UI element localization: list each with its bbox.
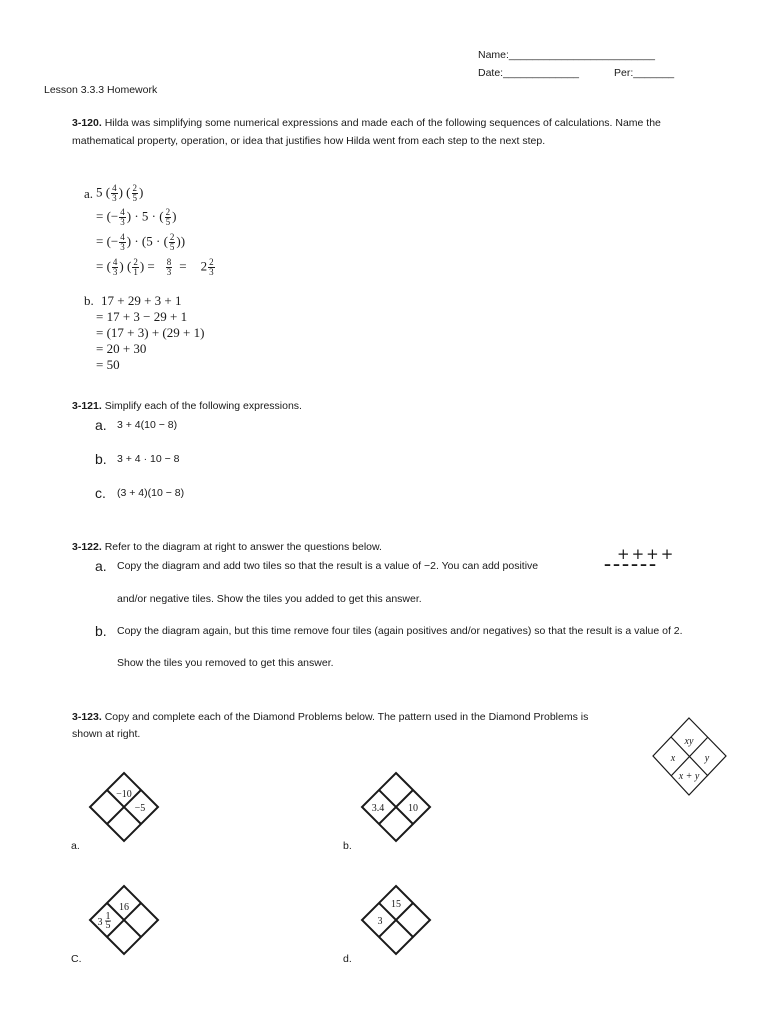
diamond-top-value: −10	[116, 789, 132, 800]
fraction-numerator: 2	[132, 183, 138, 193]
step-line: = (17 + 3) + (29 + 1)	[96, 325, 205, 340]
fraction-numerator: 2	[209, 257, 214, 267]
period-field-line: Per:_______	[614, 67, 675, 79]
part-b-label: b.	[84, 293, 94, 308]
diamond-d-label: d.	[343, 953, 352, 965]
problem-text: Copy and complete each of the Diamond Problems below. The pattern used in the Diamond Problems is	[101, 711, 589, 723]
step-line: = 20 + 30	[96, 341, 147, 356]
fraction-numerator: 4	[120, 207, 125, 217]
step-line	[96, 184, 143, 203]
equals-sign: =	[179, 258, 187, 274]
problem-3-123-text-line2: shown at right.	[72, 728, 141, 740]
step-middle: ) · 5 · (	[126, 208, 164, 224]
step-suffix: )	[172, 208, 177, 224]
diamond-left-frac-den: 5	[105, 920, 111, 931]
item-a-text: Copy the diagram and add two tiles so that the result is a value of −2. You can add positive	[117, 560, 539, 572]
fraction-denominator: 3	[112, 193, 117, 203]
diamond-a-label: a.	[71, 840, 80, 852]
fraction-numerator: 4	[120, 232, 125, 242]
problem-number: 3-123.	[72, 711, 102, 723]
item-b-label: b.	[95, 451, 107, 467]
diamond-problem-a	[88, 771, 160, 843]
fraction-denominator: 3	[209, 267, 214, 277]
fraction-denominator: 3	[166, 267, 172, 277]
fraction-denominator: 3	[120, 242, 125, 252]
step-line	[96, 258, 216, 277]
part-a-label: a.	[84, 186, 94, 201]
fraction-denominator: 5	[165, 217, 171, 227]
lesson-title: Lesson 3.3.3 Homework	[44, 84, 158, 96]
item-a-label: a.	[95, 417, 107, 433]
fraction	[119, 208, 126, 227]
step-line	[96, 208, 176, 227]
problem-number: 3-122.	[72, 541, 102, 553]
item-c-expression: (3 + 4)(10 − 8)	[117, 487, 185, 499]
fraction-denominator: 3	[112, 267, 118, 277]
diamond-left-whole: 3	[97, 917, 103, 928]
step-line: = 50	[96, 357, 120, 372]
fraction	[169, 233, 176, 252]
item-a-text-line2: and/or negative tiles. Show the tiles you added to get this answer.	[117, 593, 422, 605]
step-middle: ) · (5 · (	[126, 233, 168, 249]
step-line: = 17 + 3 − 29 + 1	[96, 309, 188, 324]
step-prefix: = (−	[96, 208, 119, 224]
step-line: 17 + 29 + 3 + 1	[101, 293, 182, 308]
problem-text: Refer to the diagram at right to answer the questions below.	[101, 541, 382, 553]
fraction-denominator: 3	[120, 217, 125, 227]
diamond-top-value: 15	[391, 899, 401, 910]
fraction-numerator: 4	[112, 257, 118, 267]
diamond-left-value: 3	[377, 916, 383, 927]
item-a-expression: 3 + 4(10 − 8)	[117, 419, 178, 431]
diamond-problem-b	[360, 771, 432, 843]
step-line	[96, 233, 185, 252]
item-b-text-line2: Show the tiles you removed to get this answer.	[117, 657, 334, 669]
fraction	[132, 258, 139, 277]
negative-tiles: ––––––	[604, 557, 658, 573]
item-a-label: a.	[95, 558, 107, 574]
positive-tiles: ++++	[617, 545, 676, 563]
diamond-problem-d	[360, 884, 432, 956]
problem-3-120-text-line2: mathematical property, operation, or idea that justifies how Hilda went from each step to the next step.	[72, 135, 546, 147]
fraction	[111, 184, 118, 203]
fraction	[208, 258, 215, 277]
diamond-right-value: −5	[134, 803, 146, 814]
problem-3-120-text	[72, 117, 661, 129]
problem-3-121-text	[72, 400, 302, 412]
fraction-numerator: 2	[169, 232, 175, 242]
problem-number: 3-120.	[72, 117, 102, 129]
problem-text: Simplify each of the following expressions.	[101, 400, 302, 412]
fraction	[132, 184, 139, 203]
fraction-numerator: 8	[166, 257, 172, 267]
fraction-numerator: 2	[165, 207, 171, 217]
fraction	[119, 233, 126, 252]
fraction-numerator: 2	[133, 257, 138, 267]
item-b-text: Copy the diagram again, but this time remove four tiles (again positives and/or negatives) so that the result is a value of 2.	[117, 625, 683, 637]
diamond-b-label: b.	[343, 840, 352, 852]
pattern-right-label: y	[704, 753, 710, 764]
pattern-bottom-label: x + y	[678, 771, 700, 782]
step-prefix: = (	[96, 258, 111, 274]
problem-number: 3-121.	[72, 400, 102, 412]
date-field-line: Date:_____________	[478, 67, 580, 79]
diamond-c-label: C.	[71, 953, 82, 965]
fraction-denominator: 5	[132, 193, 138, 203]
fraction	[166, 258, 173, 277]
item-b-label: b.	[95, 623, 107, 639]
step-suffix: ))	[176, 233, 186, 249]
problem-text: Hilda was simplifying some numerical expressions and made each of the following sequences of calculations. Name the	[101, 117, 661, 129]
fraction	[165, 208, 172, 227]
fraction	[112, 258, 119, 277]
fraction-denominator: 1	[133, 267, 138, 277]
problem-3-122-text	[72, 541, 382, 553]
fraction-numerator: 4	[112, 183, 117, 193]
diamond-left-value: 3.4	[371, 803, 385, 814]
step-middle: ) (	[119, 258, 132, 274]
diamond-pattern-diagram	[651, 716, 729, 798]
diamond-problem-c	[88, 884, 160, 956]
step-prefix: 5 (	[96, 184, 111, 200]
diamond-left-frac-num: 1	[105, 911, 111, 922]
problem-3-123-text	[72, 711, 588, 723]
diamond-top-value: 16	[119, 902, 129, 913]
step-prefix: = (−	[96, 233, 119, 249]
step-suffix: ) =	[139, 258, 155, 274]
diamond-right-value: 10	[408, 803, 418, 814]
mixed-number-whole: 2	[200, 258, 208, 274]
name-field-line: Name:_________________________	[478, 49, 655, 61]
pattern-left-label: x	[670, 753, 676, 764]
item-b-expression: 3 + 4 · 10 − 8	[117, 453, 180, 465]
fraction-denominator: 5	[169, 242, 175, 252]
step-suffix: )	[139, 184, 144, 200]
item-c-label: c.	[95, 485, 106, 501]
step-middle: ) (	[118, 184, 131, 200]
pattern-top-label: xy	[684, 736, 694, 747]
